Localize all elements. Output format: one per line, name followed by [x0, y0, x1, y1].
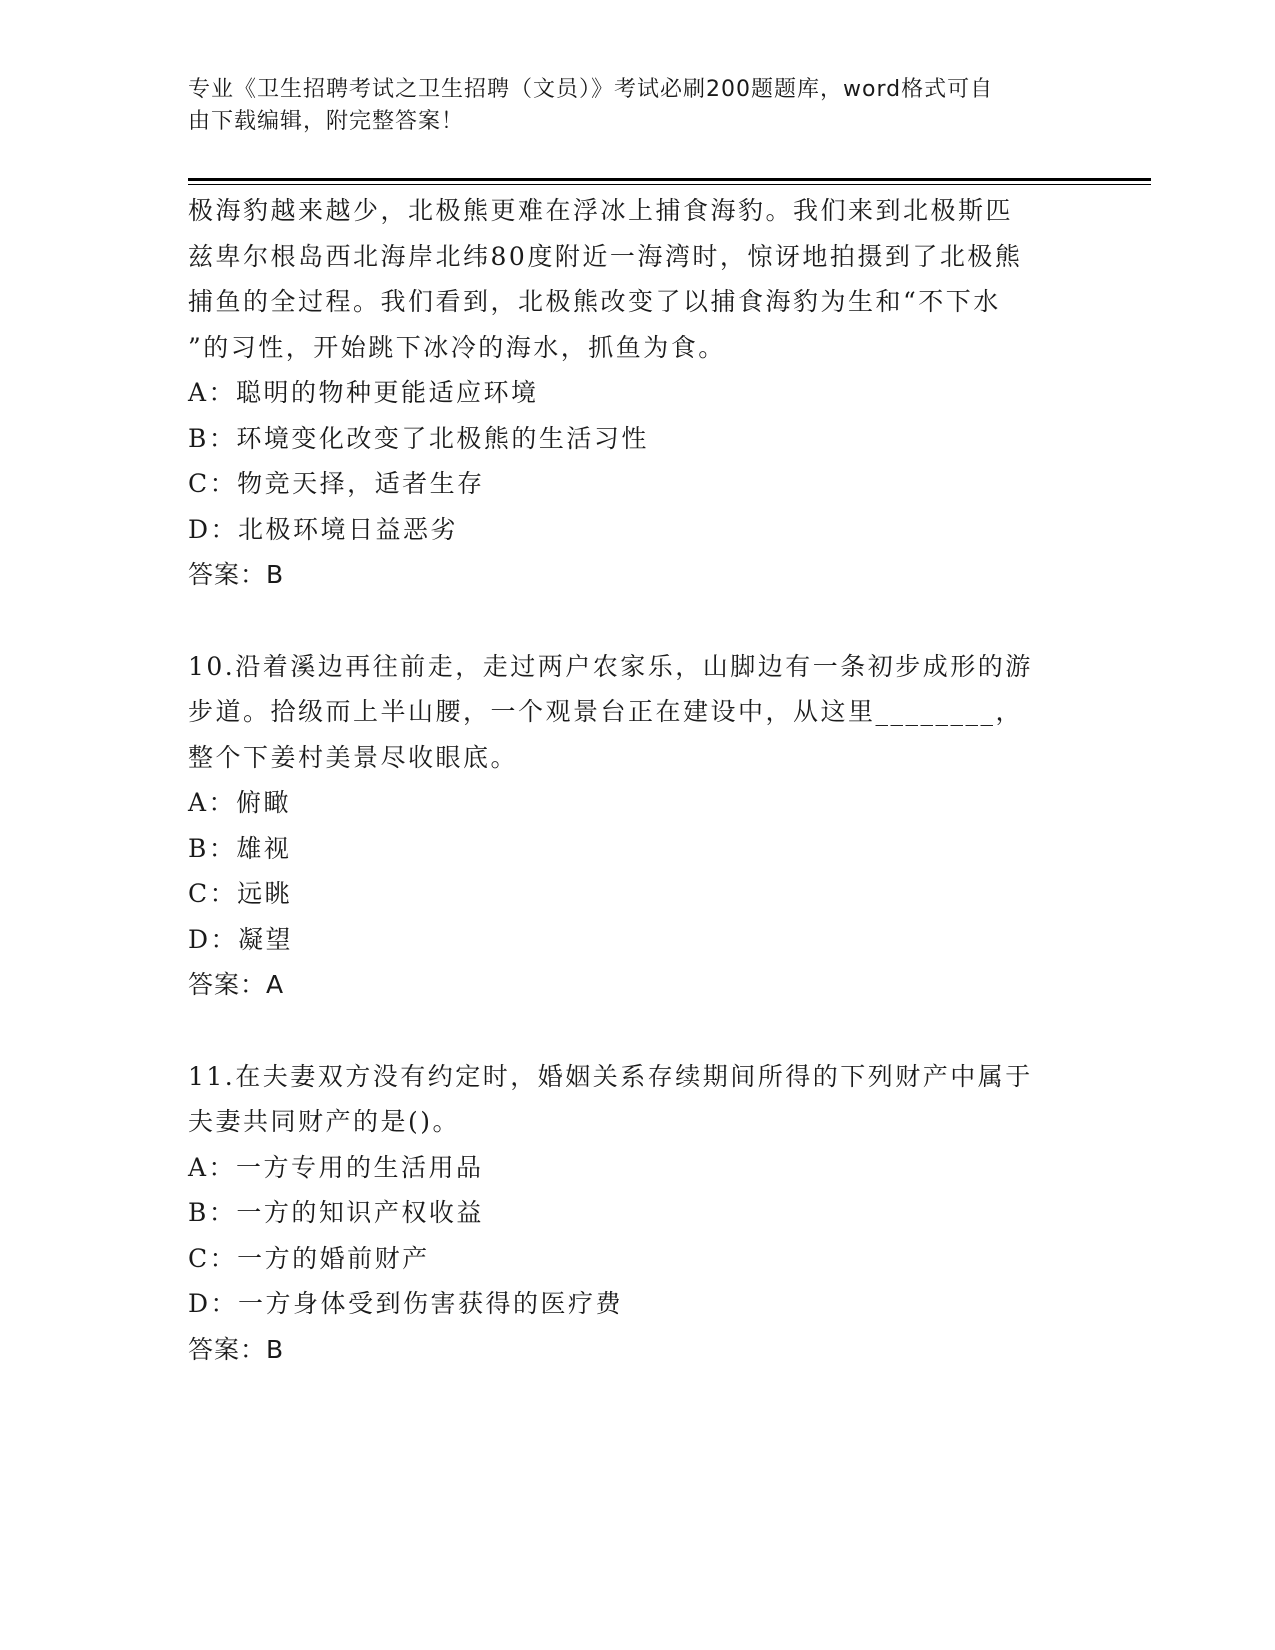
- question-text-line: 捕鱼的全过程。我们看到，北极熊改变了以捕食海豹为生和“不下水: [188, 287, 1001, 316]
- question-text-line: ”的习性，开始跳下冰冷的海水，抓鱼为食。: [188, 332, 726, 362]
- header-rule-thick: [188, 178, 1151, 181]
- question-text-line: 步道。拾级而上半山腰，一个观景台正在建设中，从这里________，: [188, 697, 1024, 726]
- option-c: C：物竞天择，适者生存: [188, 469, 485, 498]
- spacer: [188, 1008, 1088, 1054]
- header-line-2: 由下载编辑，附完整答案！: [188, 109, 465, 134]
- option-d: D：北极环境日益恶劣: [188, 514, 459, 544]
- option-c: C：远眺: [188, 879, 293, 908]
- document-body: [188, 188, 1088, 1372]
- answer: 答案：B: [188, 560, 285, 589]
- question-text-line: 极海豹越来越少，北极熊更难在浮冰上捕食海豹。我们来到北极斯匹: [188, 196, 1014, 225]
- answer: 答案：B: [188, 1334, 285, 1364]
- option-a: A：一方专用的生活用品: [188, 1152, 484, 1182]
- question-text-line: 整个下姜村美景尽收眼底。: [188, 742, 519, 772]
- question-text-line: 兹卑尔根岛西北海岸北纬80度附近一海湾时，惊讶地拍摄到了北极熊: [188, 241, 1023, 271]
- question-9-continued: [188, 188, 1088, 598]
- option-b: B：雄视: [188, 833, 292, 863]
- option-c: C：一方的婚前财产: [188, 1243, 430, 1273]
- option-b: B：一方的知识产权收益: [188, 1198, 484, 1227]
- option-d: D：凝望: [188, 924, 294, 954]
- question-text-line: 夫妻共同财产的是()。: [188, 1107, 461, 1136]
- question-text-line: 10.沿着溪边再往前走，走过两户农家乐，山脚边有一条初步成形的游: [188, 651, 1033, 681]
- header-line-1: 专业《卫生招聘考试之卫生招聘（文员）》考试必刷200题题库，word格式可自: [188, 77, 994, 102]
- question-text-line: 11.在夫妻双方没有约定时，婚姻关系存续期间所得的下列财产中属于: [188, 1061, 1033, 1091]
- question-11: [188, 1054, 1088, 1373]
- option-a: A：聪明的物种更能适应环境: [188, 378, 539, 407]
- option-a: A：俯瞰: [188, 788, 292, 817]
- question-10: [188, 644, 1088, 1008]
- option-d: D：一方身体受到伤害获得的医疗费: [188, 1289, 624, 1318]
- option-b: B：环境变化改变了北极熊的生活习性: [188, 423, 649, 453]
- document-header: [188, 74, 1068, 138]
- header-rule-thin: [188, 184, 1151, 185]
- spacer: [188, 598, 1088, 644]
- answer: 答案：A: [188, 970, 285, 999]
